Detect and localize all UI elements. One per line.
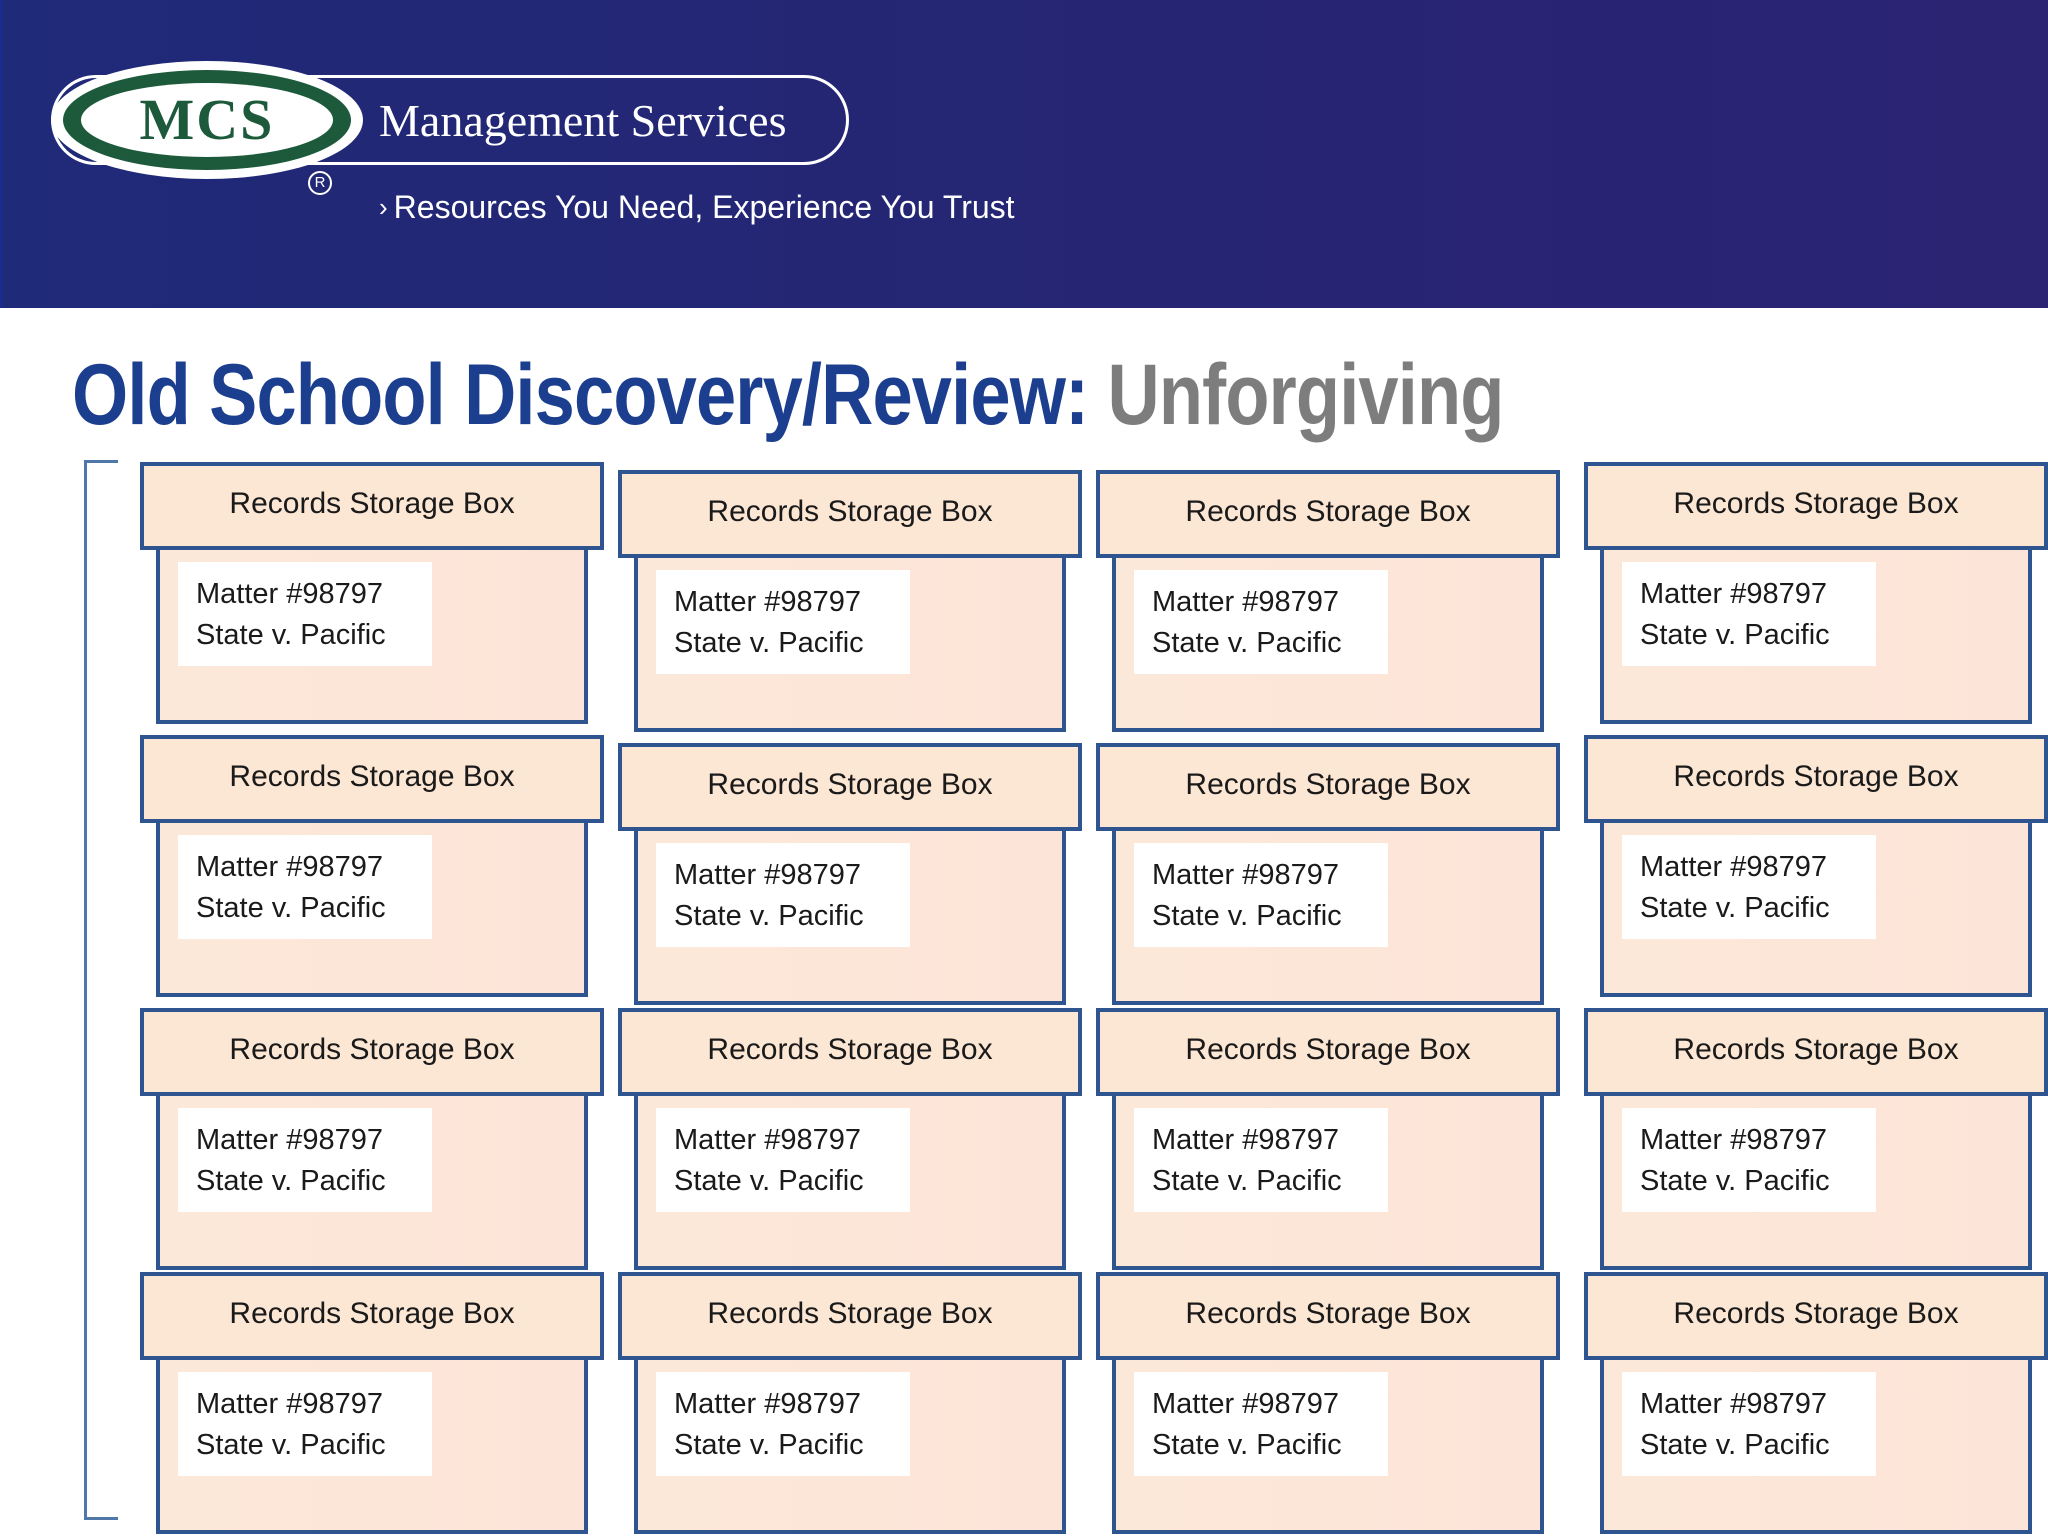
box-label: [178, 1108, 432, 1212]
box-lid: Records Storage Box: [1096, 743, 1560, 831]
matter-number: Matter #98797: [674, 1124, 862, 1156]
box-label: [656, 1372, 910, 1476]
matter-number: Matter #98797: [674, 1388, 862, 1420]
box-lid: Records Storage Box: [1584, 735, 2048, 823]
box-lid: Records Storage Box: [140, 462, 604, 550]
box-lid: Records Storage Box: [618, 1008, 1082, 1096]
box-label: [656, 843, 910, 947]
box-lid: Records Storage Box: [1584, 1008, 2048, 1096]
title-accent: Unforgiving: [1107, 347, 1504, 443]
storage-box: [140, 735, 604, 997]
matter-number: Matter #98797: [1640, 1124, 1828, 1156]
matter-number: Matter #98797: [1640, 1388, 1828, 1420]
matter-number: Matter #98797: [674, 859, 862, 891]
box-body: [156, 1092, 588, 1270]
box-body: [1112, 1092, 1544, 1270]
case-name: State v. Pacific: [1152, 900, 1342, 932]
box-body: [1112, 827, 1544, 1005]
storage-box: [618, 1008, 1082, 1270]
box-label: [1134, 1372, 1388, 1476]
box-label: [1134, 1108, 1388, 1212]
tagline-text: Resources You Need, Experience You Trust: [393, 189, 1015, 225]
matter-number: Matter #98797: [196, 1124, 384, 1156]
storage-box: [618, 743, 1082, 1005]
case-name: State v. Pacific: [1640, 1165, 1830, 1197]
box-lid: Records Storage Box: [1096, 470, 1560, 558]
logo: [81, 83, 333, 157]
storage-box: [1584, 1008, 2048, 1270]
chevron-right-icon: ›: [379, 192, 388, 222]
case-name: State v. Pacific: [674, 900, 864, 932]
storage-box: [1584, 1272, 2048, 1534]
box-lid: Records Storage Box: [618, 1272, 1082, 1360]
box-body: [1600, 546, 2032, 724]
box-label: [1134, 843, 1388, 947]
box-label: [656, 1108, 910, 1212]
box-body: [1112, 554, 1544, 732]
storage-box: [1584, 462, 2048, 724]
matter-number: Matter #98797: [674, 586, 862, 618]
box-body: [156, 1356, 588, 1534]
case-name: State v. Pacific: [196, 892, 386, 924]
box-body: [634, 1092, 1066, 1270]
box-lid: Records Storage Box: [1096, 1272, 1560, 1360]
case-name: State v. Pacific: [196, 1165, 386, 1197]
storage-box: [140, 1272, 604, 1534]
storage-box: [618, 470, 1082, 732]
storage-box: [140, 462, 604, 724]
matter-number: Matter #98797: [196, 851, 384, 883]
box-lid: Records Storage Box: [140, 1008, 604, 1096]
box-label: [1622, 1372, 1876, 1476]
box-body: [634, 827, 1066, 1005]
matter-number: Matter #98797: [1152, 1124, 1340, 1156]
storage-box: [140, 1008, 604, 1270]
box-lid: Records Storage Box: [1096, 1008, 1560, 1096]
box-body: [1600, 1092, 2032, 1270]
case-name: State v. Pacific: [674, 627, 864, 659]
company-name: Management Services: [379, 95, 787, 146]
matter-number: Matter #98797: [1152, 859, 1340, 891]
storage-box: [1096, 470, 1560, 732]
matter-number: Matter #98797: [1640, 578, 1828, 610]
case-name: State v. Pacific: [1152, 1429, 1342, 1461]
box-body: [1600, 819, 2032, 997]
box-body: [634, 1356, 1066, 1534]
box-label: [656, 570, 910, 674]
case-name: State v. Pacific: [1152, 1165, 1342, 1197]
case-name: State v. Pacific: [1640, 1429, 1830, 1461]
box-lid: Records Storage Box: [1584, 462, 2048, 550]
box-label: [178, 562, 432, 666]
matter-number: Matter #98797: [196, 578, 384, 610]
storage-box: [1584, 735, 2048, 997]
slide-title: [72, 346, 1504, 445]
tagline: [379, 189, 1015, 226]
box-body: [634, 554, 1066, 732]
case-name: State v. Pacific: [196, 619, 386, 651]
box-label: [178, 835, 432, 939]
case-name: State v. Pacific: [196, 1429, 386, 1461]
box-lid: Records Storage Box: [140, 1272, 604, 1360]
box-lid: Records Storage Box: [140, 735, 604, 823]
case-name: State v. Pacific: [674, 1165, 864, 1197]
case-name: State v. Pacific: [674, 1429, 864, 1461]
box-label: [1622, 835, 1876, 939]
box-body: [1600, 1356, 2032, 1534]
box-lid: Records Storage Box: [618, 743, 1082, 831]
box-body: [156, 819, 588, 997]
box-label: [1622, 562, 1876, 666]
storage-box: [1096, 1272, 1560, 1534]
logo-mark: MCS: [139, 87, 275, 152]
case-name: State v. Pacific: [1640, 619, 1830, 651]
matter-number: Matter #98797: [1152, 1388, 1340, 1420]
box-label: [178, 1372, 432, 1476]
matter-number: Matter #98797: [1152, 586, 1340, 618]
box-lid: Records Storage Box: [1584, 1272, 2048, 1360]
registered-mark: R: [308, 171, 332, 195]
box-body: [1112, 1356, 1544, 1534]
case-name: State v. Pacific: [1640, 892, 1830, 924]
matter-number: Matter #98797: [196, 1388, 384, 1420]
storage-box: [618, 1272, 1082, 1534]
matter-number: Matter #98797: [1640, 851, 1828, 883]
box-label: [1134, 570, 1388, 674]
box-lid: Records Storage Box: [618, 470, 1082, 558]
storage-box: [1096, 743, 1560, 1005]
box-body: [156, 546, 588, 724]
storage-box: [1096, 1008, 1560, 1270]
box-label: [1622, 1108, 1876, 1212]
bracket: [84, 460, 118, 1520]
case-name: State v. Pacific: [1152, 627, 1342, 659]
header-banner: [0, 0, 2048, 308]
title-main: Old School Discovery/Review:: [72, 347, 1108, 443]
